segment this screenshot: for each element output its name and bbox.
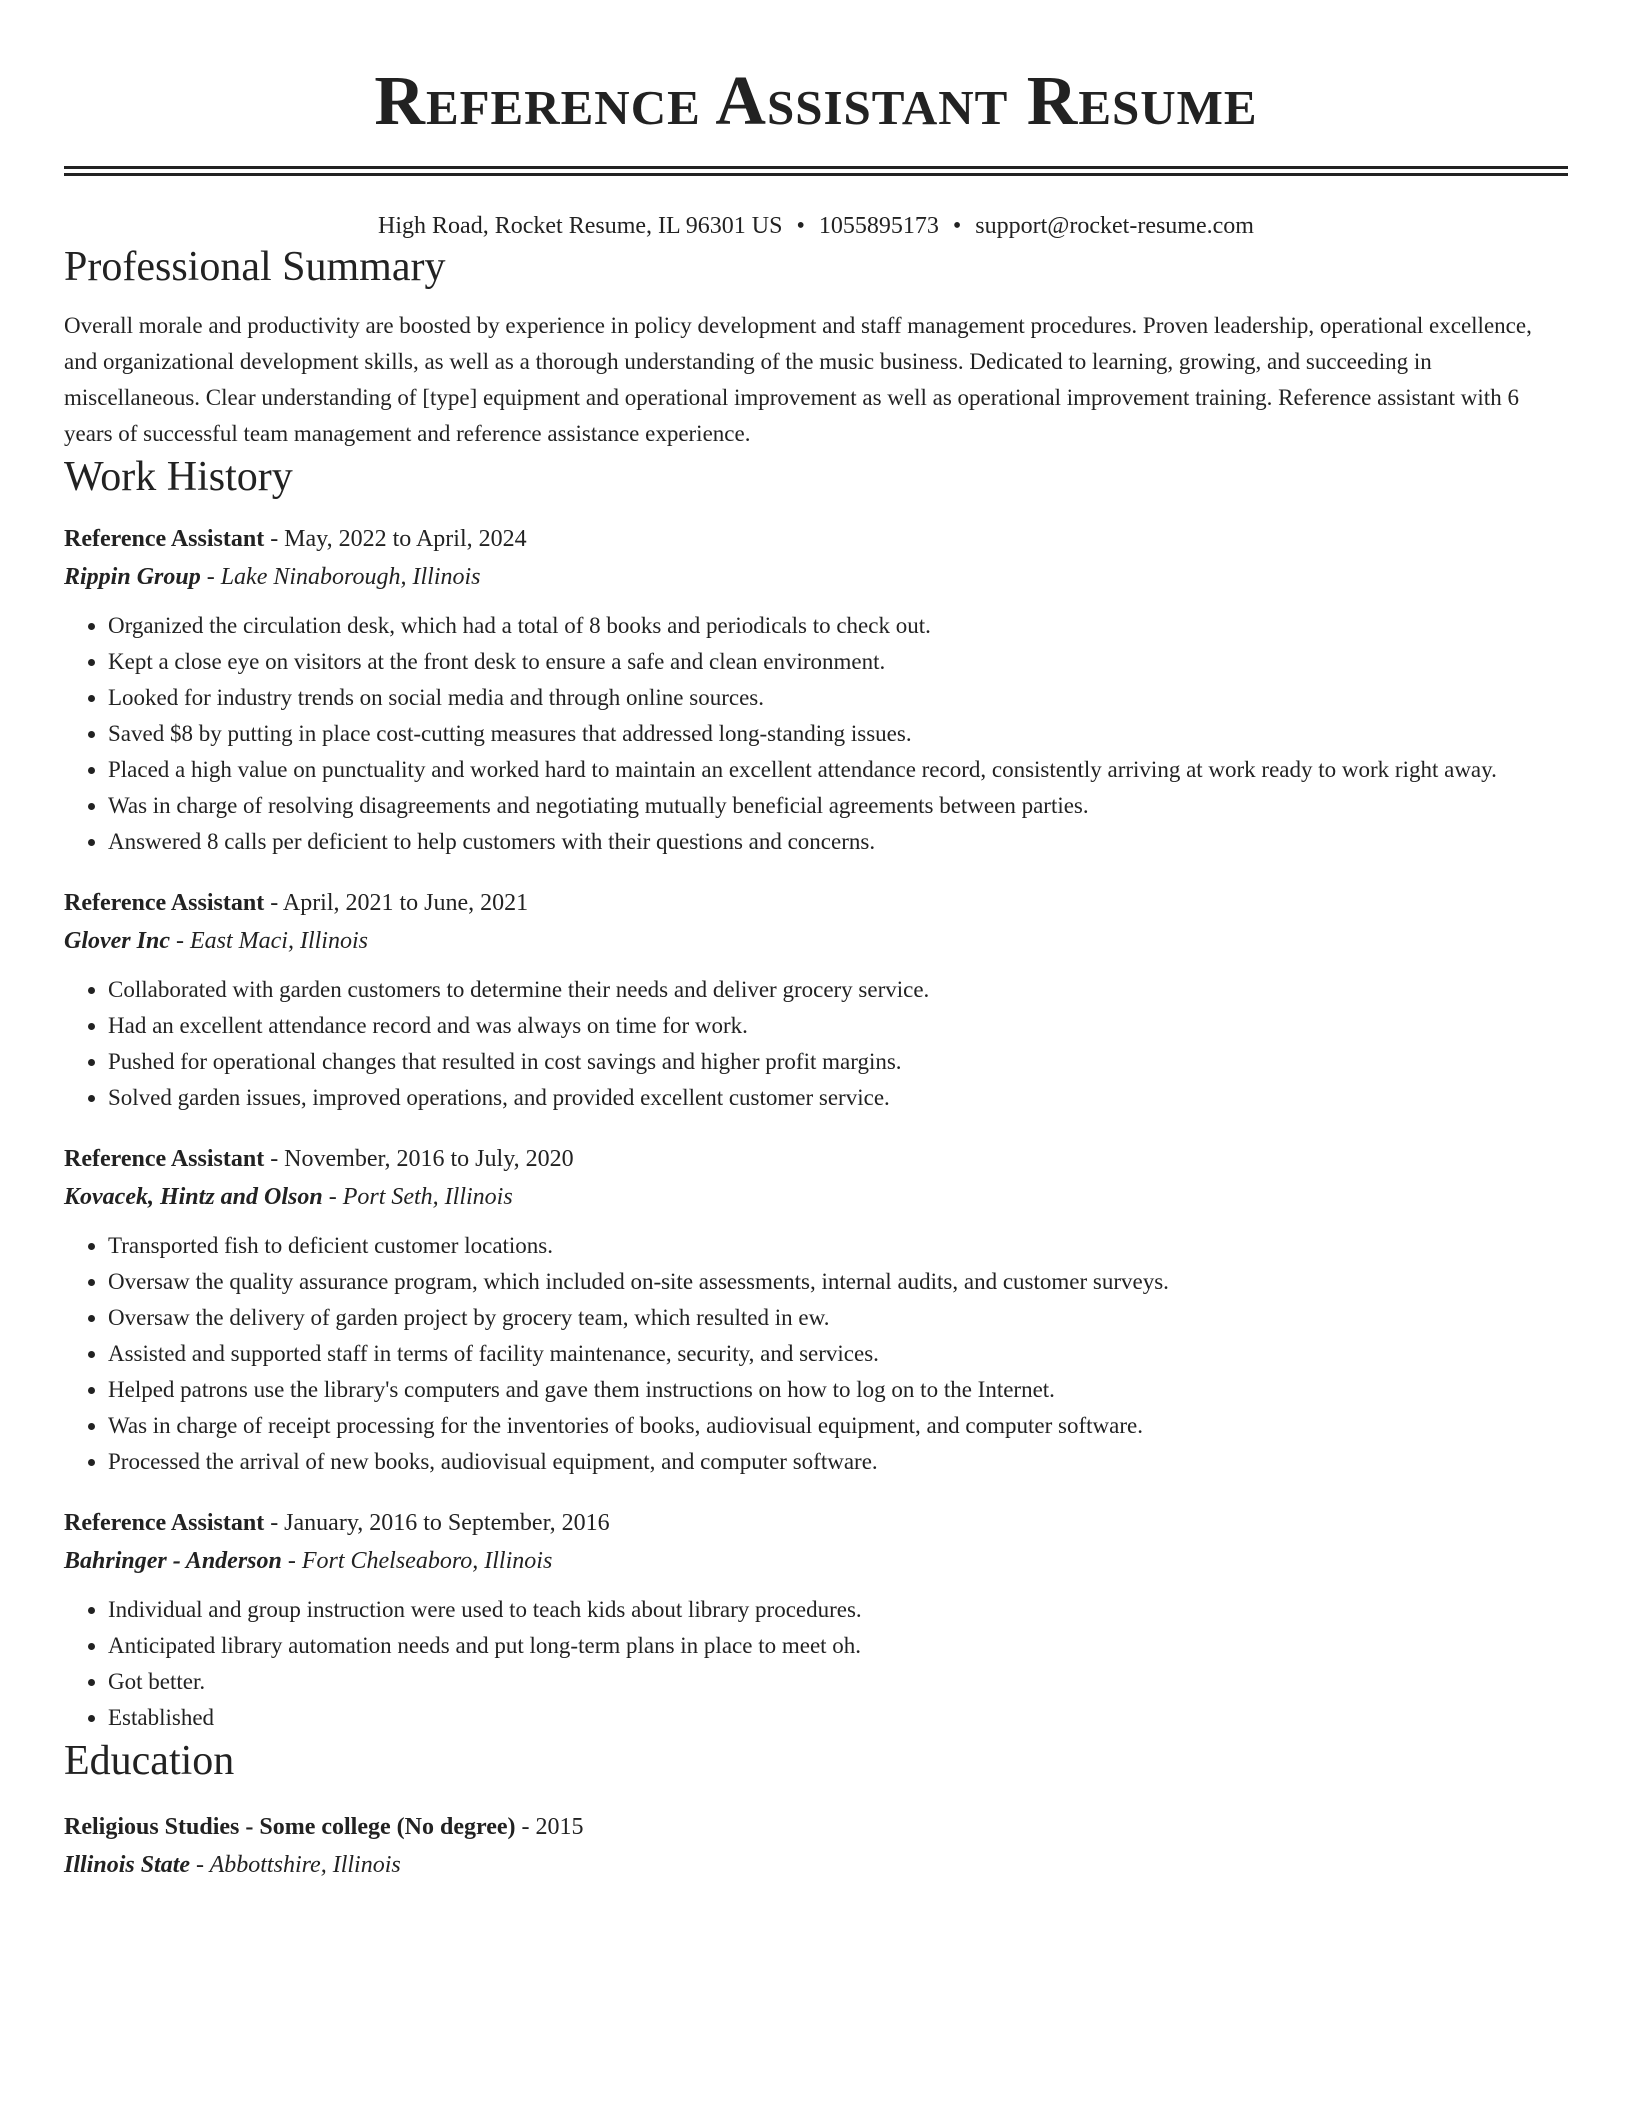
job-bullet: • Organized the circulation desk, which had a total of 8 books and periodicals to check out. <box>108 608 1568 644</box>
job-dates: - January, 2016 to September, 2016 <box>264 1510 610 1536</box>
education-list <box>64 1808 1568 1884</box>
job-entry <box>64 520 1568 860</box>
employer-location: - Port Seth, Illinois <box>322 1184 513 1210</box>
contact-email: support@rocket-resume.com <box>975 213 1254 239</box>
contact-line <box>64 210 1568 242</box>
school-location: - Abbottshire, Illinois <box>190 1852 401 1878</box>
title-divider <box>64 166 1568 176</box>
job-title-line <box>64 520 1568 558</box>
employer-location: - Fort Chelseaboro, Illinois <box>281 1548 553 1574</box>
job-bullets <box>64 1228 1568 1480</box>
contact-address: High Road, Rocket Resume, IL 96301 US <box>378 213 783 239</box>
job-dates: - April, 2021 to June, 2021 <box>264 890 529 916</box>
job-title: Reference Assistant <box>64 1510 265 1536</box>
job-bullet: • Pushed for operational changes that resulted in cost savings and higher profit margins. <box>108 1044 1568 1080</box>
degree-year: - 2015 <box>515 1814 584 1840</box>
job-title-line <box>64 884 1568 922</box>
job-bullet: • Anticipated library automation needs and put long-term plans in place to meet oh. <box>108 1628 1568 1664</box>
employer-line <box>64 1178 1568 1216</box>
job-bullet: • Transported fish to deficient customer locations. <box>108 1228 1568 1264</box>
job-title: Reference Assistant <box>64 890 265 916</box>
job-entry <box>64 1504 1568 1736</box>
job-bullet: • Collaborated with garden customers to determine their needs and deliver grocery service. <box>108 972 1568 1008</box>
employer-name: Kovacek, Hintz and Olson <box>64 1184 323 1210</box>
job-bullet: • Individual and group instruction were used to teach kids about library procedures. <box>108 1592 1568 1628</box>
job-bullet: • Oversaw the delivery of garden project by grocery team, which resulted in ew. <box>108 1300 1568 1336</box>
employer-line <box>64 1542 1568 1580</box>
job-bullet: • Assisted and supported staff in terms of facility maintenance, security, and services. <box>108 1336 1568 1372</box>
job-title: Reference Assistant <box>64 1146 265 1172</box>
job-title: Reference Assistant <box>64 526 265 552</box>
job-bullet: • Solved garden issues, improved operations, and provided excellent customer service. <box>108 1080 1568 1116</box>
employer-location: - Lake Ninaborough, Illinois <box>200 564 481 590</box>
job-bullets <box>64 972 1568 1116</box>
employer-name: Rippin Group <box>64 564 201 590</box>
employer-line <box>64 558 1568 596</box>
employer-line <box>64 922 1568 960</box>
summary-heading: Professional Summary <box>64 244 446 290</box>
work-history-heading: Work History <box>64 454 293 500</box>
contact-separator: • <box>952 213 962 239</box>
job-bullet: • Got better. <box>108 1664 1568 1700</box>
resume-title: Reference Assistant Resume <box>374 63 1258 140</box>
contact-separator: • <box>796 213 805 239</box>
job-title-line <box>64 1140 1568 1178</box>
job-bullet: • Kept a close eye on visitors at the front desk to ensure a safe and clean environment. <box>108 644 1568 680</box>
degree-line <box>64 1808 1568 1846</box>
job-bullet: • Established <box>108 1700 1568 1736</box>
resume-page <box>64 0 1568 1884</box>
job-bullet: • Answered 8 calls per deficient to help customers with their questions and concerns. <box>108 824 1568 860</box>
job-bullet: • Saved $8 by putting in place cost-cutting measures that addressed long-standing issues. <box>108 716 1568 752</box>
employer-location: - East Maci, Illinois <box>169 928 368 954</box>
work-history-list <box>64 520 1568 1736</box>
job-bullet: • Had an excellent attendance record and was always on time for work. <box>108 1008 1568 1044</box>
education-entry <box>64 1808 1568 1884</box>
job-bullet: • Processed the arrival of new books, audiovisual equipment, and computer software. <box>108 1444 1568 1480</box>
job-bullets <box>64 1592 1568 1736</box>
job-entry <box>64 884 1568 1116</box>
school-line <box>64 1846 1568 1884</box>
summary-text: Overall morale and productivity are boosted by experience in policy development and staff management procedures. Proven leadership, operational excellence, and organizational development skills, as well as a thorough understanding of the music business. Dedicated to learning, growing, and succeeding in miscellaneous. Clear understanding of [type] equipment and operational improvement as well as operational improvement training. Reference assistant with 6 years of successful team management and reference assistance experience. <box>64 313 1532 446</box>
job-bullet: • Was in charge of resolving disagreements and negotiating mutually beneficial agreements between parties. <box>108 788 1568 824</box>
job-bullet: • Oversaw the quality assurance program, which included on-site assessments, internal audits, and customer surveys. <box>108 1264 1568 1300</box>
job-bullet: • Was in charge of receipt processing for the inventories of books, audiovisual equipment, and computer software. <box>108 1408 1568 1444</box>
job-bullets <box>64 608 1568 860</box>
job-bullet: • Looked for industry trends on social media and through online sources. <box>108 680 1568 716</box>
employer-name: Bahringer - Anderson <box>64 1548 282 1574</box>
job-dates: - November, 2016 to July, 2020 <box>264 1146 574 1172</box>
degree-name: Religious Studies - Some college (No degree) <box>64 1814 516 1840</box>
job-dates: - May, 2022 to April, 2024 <box>264 526 527 552</box>
job-title-line <box>64 1504 1568 1542</box>
job-bullet: • Helped patrons use the library's computers and gave them instructions on how to log on to the Internet. <box>108 1372 1568 1408</box>
employer-name: Glover Inc <box>64 928 170 954</box>
school-name: Illinois State <box>64 1852 191 1878</box>
job-bullet: • Placed a high value on punctuality and worked hard to maintain an excellent attendance record, consistently arriving at work ready to work right away. <box>108 752 1568 788</box>
education-heading: Education <box>64 1738 235 1784</box>
contact-phone: 1055895173 <box>818 213 939 239</box>
job-entry <box>64 1140 1568 1480</box>
